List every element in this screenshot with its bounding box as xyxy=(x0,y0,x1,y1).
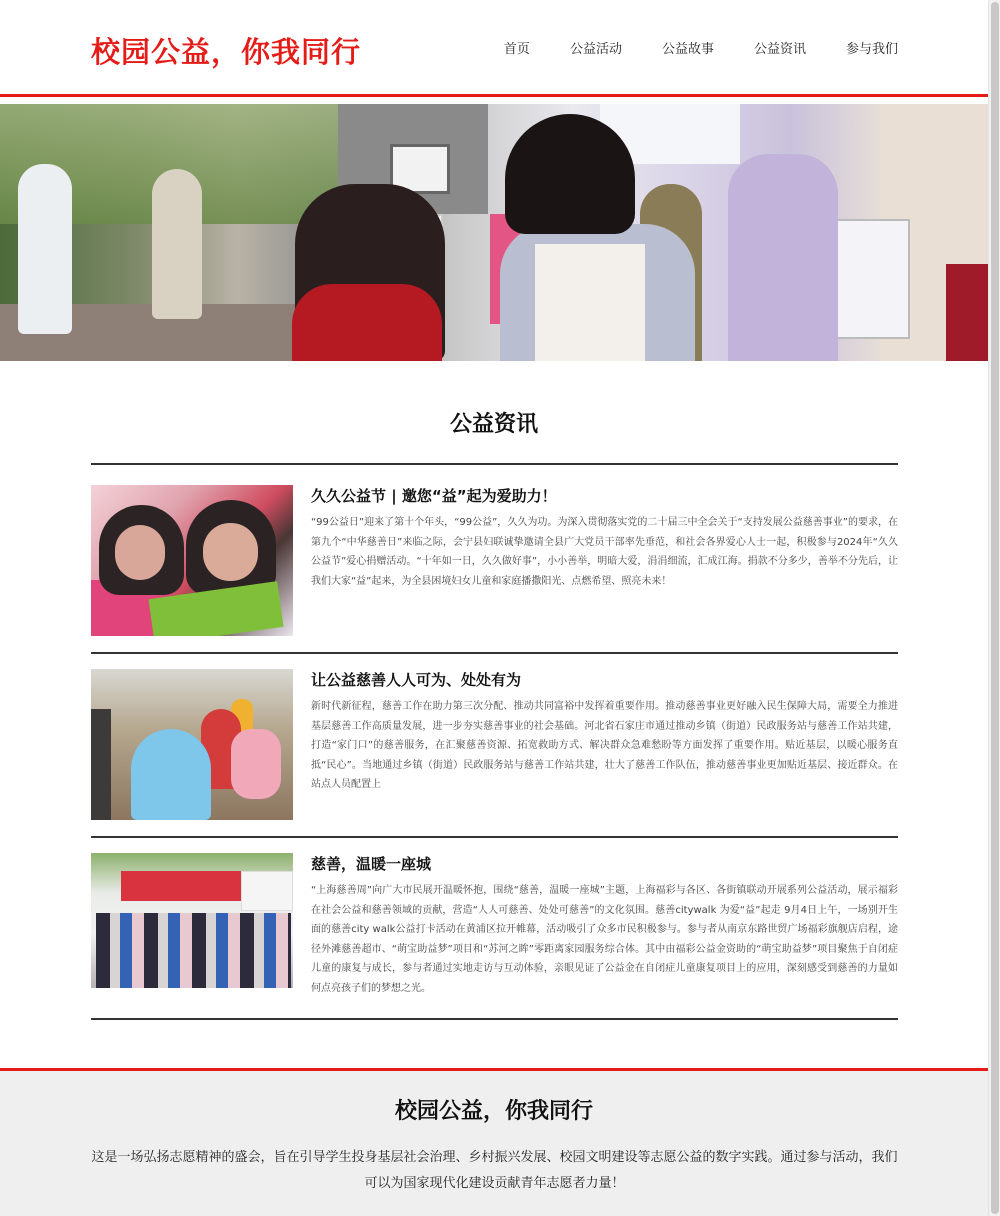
news-summary: 新时代新征程，慈善工作在助力第三次分配、推动共同富裕中发挥着重要作用。推动慈善事业更好融入民生保障大局，需要全力推进基层慈善工作高质量发展，进一步夯实慈善事业的社会基础。河北省石家庄市通过推动乡镇（街道）民政服务站与慈善工作站共建，打造“家门口”的慈善服务，在汇聚慈善资源、拓宽救助方式、解决群众急难愁盼等方面发挥了重要作用。贴近基层，以暖心服务直抵“民心”。当地通过乡镇（街道）民政服务站与慈善工作站共建，壮大了慈善工作队伍，推动慈善事业更加贴近基层、接近群众。在站点人员配置上 xyxy=(311,701,898,790)
news-summary: “99公益日”迎来了第十个年头，“99公益”，久久为功。为深入贯彻落实党的二十届三中全会关于“支持发展公益慈善事业”的要求，在第九个“中华慈善日”来临之际，会宁县妇联诚挚邀请全县广大党员干部率先垂范，和社会各界爱心人士一起，积极参与2024年“久久公益节”爱心捐赠活动。“十年如一日，久久做好事”，小小善举，明暗大爱，涓涓细流，汇成江海。捐款不分多少，善举不分先后，让我们大家“益”起来，为全县困境妇女儿童和家庭播撒阳光、点燃希望、照亮未来！ xyxy=(311,517,898,587)
news-title[interactable]: 让公益慈善人人可为、处处有为 xyxy=(311,671,522,689)
scrollbar-thumb[interactable] xyxy=(991,2,999,1214)
news-content xyxy=(311,669,898,795)
nav-stories[interactable]: 公益故事 xyxy=(661,42,714,57)
nav-activities[interactable]: 公益活动 xyxy=(569,42,622,57)
news-content xyxy=(311,853,898,998)
footer-title: 校园公益，你我同行 xyxy=(394,1099,593,1124)
hero-banner-image xyxy=(0,104,988,361)
site-header xyxy=(0,0,988,94)
site-footer xyxy=(0,1071,988,1216)
header-divider xyxy=(0,94,988,97)
page-scrollbar[interactable] xyxy=(988,0,1000,1216)
divider xyxy=(91,836,898,838)
site-title[interactable]: 校园公益，你我同行 xyxy=(91,35,362,69)
divider xyxy=(91,652,898,654)
divider xyxy=(91,463,898,465)
news-content xyxy=(311,485,898,591)
nav-news[interactable]: 公益资讯 xyxy=(753,42,806,57)
main-nav xyxy=(504,38,898,57)
news-thumbnail[interactable] xyxy=(91,669,293,820)
nav-join[interactable]: 参与我们 xyxy=(845,42,898,57)
divider xyxy=(91,1018,898,1020)
news-summary: “上海慈善周”向广大市民展开温暖怀抱，围绕“慈善，温暖一座城”主题，上海福彩与各区、各街镇联动开展系列公益活动，展示福彩在社会公益和慈善领域的贡献，营造“人人可慈善、处处可慈善”的文化氛围。慈善citywalk 为爱“益”起走 9月4日上午，一场别开生面的慈善city walk公益打卡活动在黄浦区拉开帷幕，活动吸引了众多市民积极参与。参与者从南京东路世贸广场福彩旗舰店启程，途径外滩慈善超市、“萌宝助益梦”项目和“苏河之眸”零距离家园服务综合体。其中由福彩公益金资助的“萌宝助益梦”项目聚焦于自闭症儿童的康复与成长，参与者通过实地走访与互动体验，亲眼见证了公益金在自闭症儿童康复项目上的应用，深刻感受到慈善的力量如何点亮孩子们的梦想之光。 xyxy=(311,885,898,994)
footer-description: 这是一场弘扬志愿精神的盛会，旨在引导学生投身基层社会治理、乡村振兴发展、校园文明建设等志愿公益的数字实践。通过参与活动，我们可以为国家现代化建设贡献青年志愿者力量！ xyxy=(91,1150,898,1191)
nav-home[interactable]: 首页 xyxy=(503,42,530,57)
section-title: 公益资讯 xyxy=(449,412,538,437)
news-thumbnail[interactable] xyxy=(91,485,293,636)
news-title[interactable]: 慈善，温暖一座城 xyxy=(311,855,432,873)
news-thumbnail[interactable] xyxy=(91,853,293,988)
news-title[interactable]: 久久公益节 | 邀您“益”起为爱助力！ xyxy=(311,487,557,505)
